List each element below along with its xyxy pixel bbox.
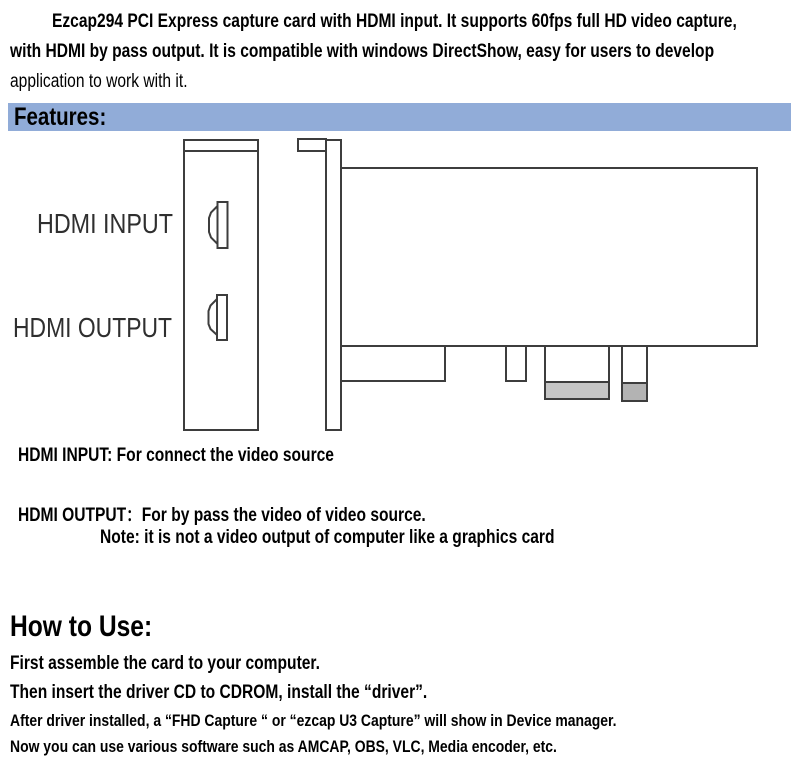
hdmi-input-port-body <box>218 202 228 248</box>
intro-line-1: Ezcap294 PCI Express capture card with HDMI input. It supports 60fps full HD video capture, <box>52 11 737 32</box>
how-to-use-heading: How to Use: <box>10 610 153 643</box>
pcie-connector-short-contacts <box>622 383 647 401</box>
intro-line-2: with HDMI by pass output. It is compatible with windows DirectShow, easy for users to develop <box>10 41 715 62</box>
step-software: Now you can use various software such as AMCAP, OBS, VLC, Media encoder, etc. <box>10 737 557 756</box>
pcie-connector-long-contacts <box>545 382 609 399</box>
step-install-driver: Then insert the driver CD to CDROM, install the “driver”. <box>10 682 428 703</box>
hdmi-output-port-body <box>217 295 227 340</box>
intro-paragraph <box>10 7 800 97</box>
hdmi-output-label: HDMI OUTPUT <box>13 312 172 343</box>
board-notch-tab <box>506 346 526 381</box>
features-heading: Features: <box>14 103 107 131</box>
card-diagram <box>0 135 800 435</box>
how-to-use-steps <box>10 654 750 764</box>
hdmi-input-label: HDMI INPUT <box>37 208 173 239</box>
features-heading-bar <box>8 103 791 131</box>
hdmi-input-description: HDMI INPUT: For connect the video source <box>18 445 334 466</box>
side-bracket-tab <box>298 139 326 151</box>
hdmi-output-note: Note: it is not a video output of computer like a graphics card <box>100 527 555 548</box>
side-bracket-bar <box>326 140 341 430</box>
step-device-manager: After driver installed, a “FHD Capture “ or “ezcap U3 Capture” will show in Device manager. <box>10 711 617 730</box>
card-board <box>341 168 757 346</box>
hdmi-output-description: HDMI OUTPUT：For by pass the video of video source. <box>18 505 426 526</box>
bracket-face <box>184 140 258 430</box>
step-assemble: First assemble the card to your computer. <box>10 653 320 674</box>
board-lower-section <box>341 346 445 381</box>
intro-line-3: application to work with it. <box>10 71 188 92</box>
